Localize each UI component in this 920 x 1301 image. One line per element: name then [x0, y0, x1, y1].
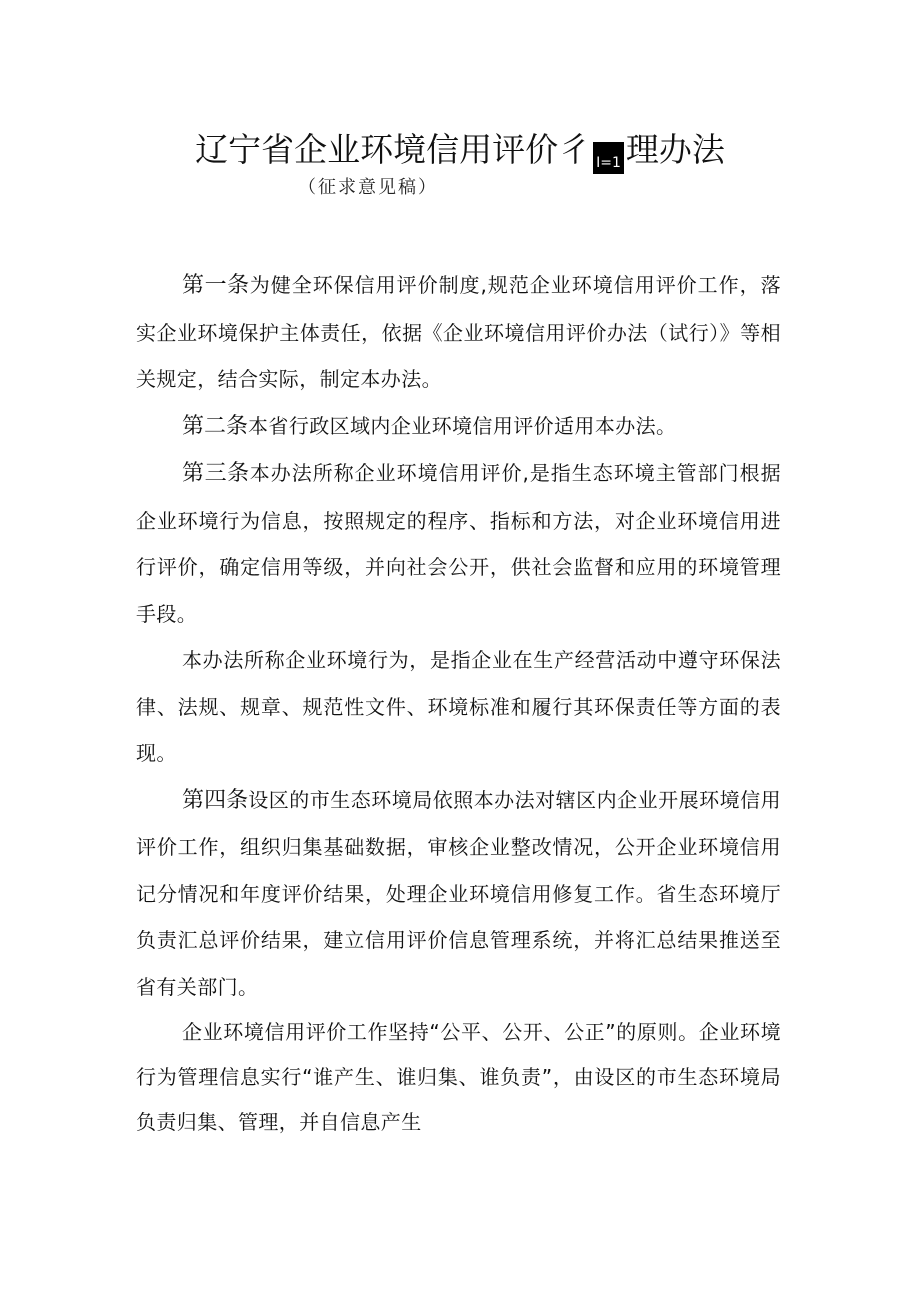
article-4: [136, 777, 781, 1011]
article-text: 本办法所称企业环境行为，是指企业在生产经营活动中遵守环保法律、法规、规章、规范性文件、环境标准和履行其环保责任等方面的表现。: [136, 648, 781, 765]
document-title: [0, 128, 920, 174]
article-text: 企业环境信用评价工作坚持“公平、公开、公正”的原则。企业环境行为管理信息实行“谁产生、谁归集、谁负责”，由设区的市生态环境局负责归集、管理，并自信息产生: [136, 1020, 781, 1134]
article-text: 设区的市生态环境局依照本办法对辖区内企业开展环境信用评价工作，组织归集基础数据，审核企业整改情况，公开企业环境信用记分情况和年度评价结果，处理企业环境信用修复工作。省生态环境厅负责汇总评价结果，建立信用评价信息管理系统，并将汇总结果推送至省有关部门。: [136, 787, 781, 999]
article-text: 本办法所称企业环境信用评价,是指生态环境主管部门根据企业环境行为信息，按照规定的程序、指标和方法，对企业环境信用进行评价，确定信用等级，并向社会公开，供社会监督和应用的环境管理手段。: [136, 461, 781, 626]
article-3: [136, 450, 781, 637]
title-text-start: 辽宁省企业环境信用评价彳: [195, 130, 592, 169]
article-2: [136, 403, 781, 451]
article-3-paragraph-2: [136, 637, 781, 777]
article-4-paragraph-2: [136, 1010, 781, 1145]
document-body: [136, 262, 781, 1145]
article-1: [136, 262, 781, 403]
document-subtitle: （征求意见稿）: [298, 177, 438, 198]
scan-artifact-mark: I=1: [593, 142, 624, 174]
title-text-end: 理办法: [625, 130, 725, 169]
article-text: 为健全环保信用评价制度,规范企业环境信用评价工作，落实企业环境保护主体责任，依据《企业环境信用评价办法（试行）》等相关规定，结合实际，制定本办法。: [136, 273, 781, 391]
article-heading: 第二条: [182, 413, 249, 439]
article-text: 本省行政区域内企业环境信用评价适用本办法。: [248, 413, 677, 438]
article-heading: 第三条: [182, 461, 250, 486]
article-heading: 第一条: [182, 273, 250, 298]
article-heading: 第四条: [182, 787, 249, 813]
